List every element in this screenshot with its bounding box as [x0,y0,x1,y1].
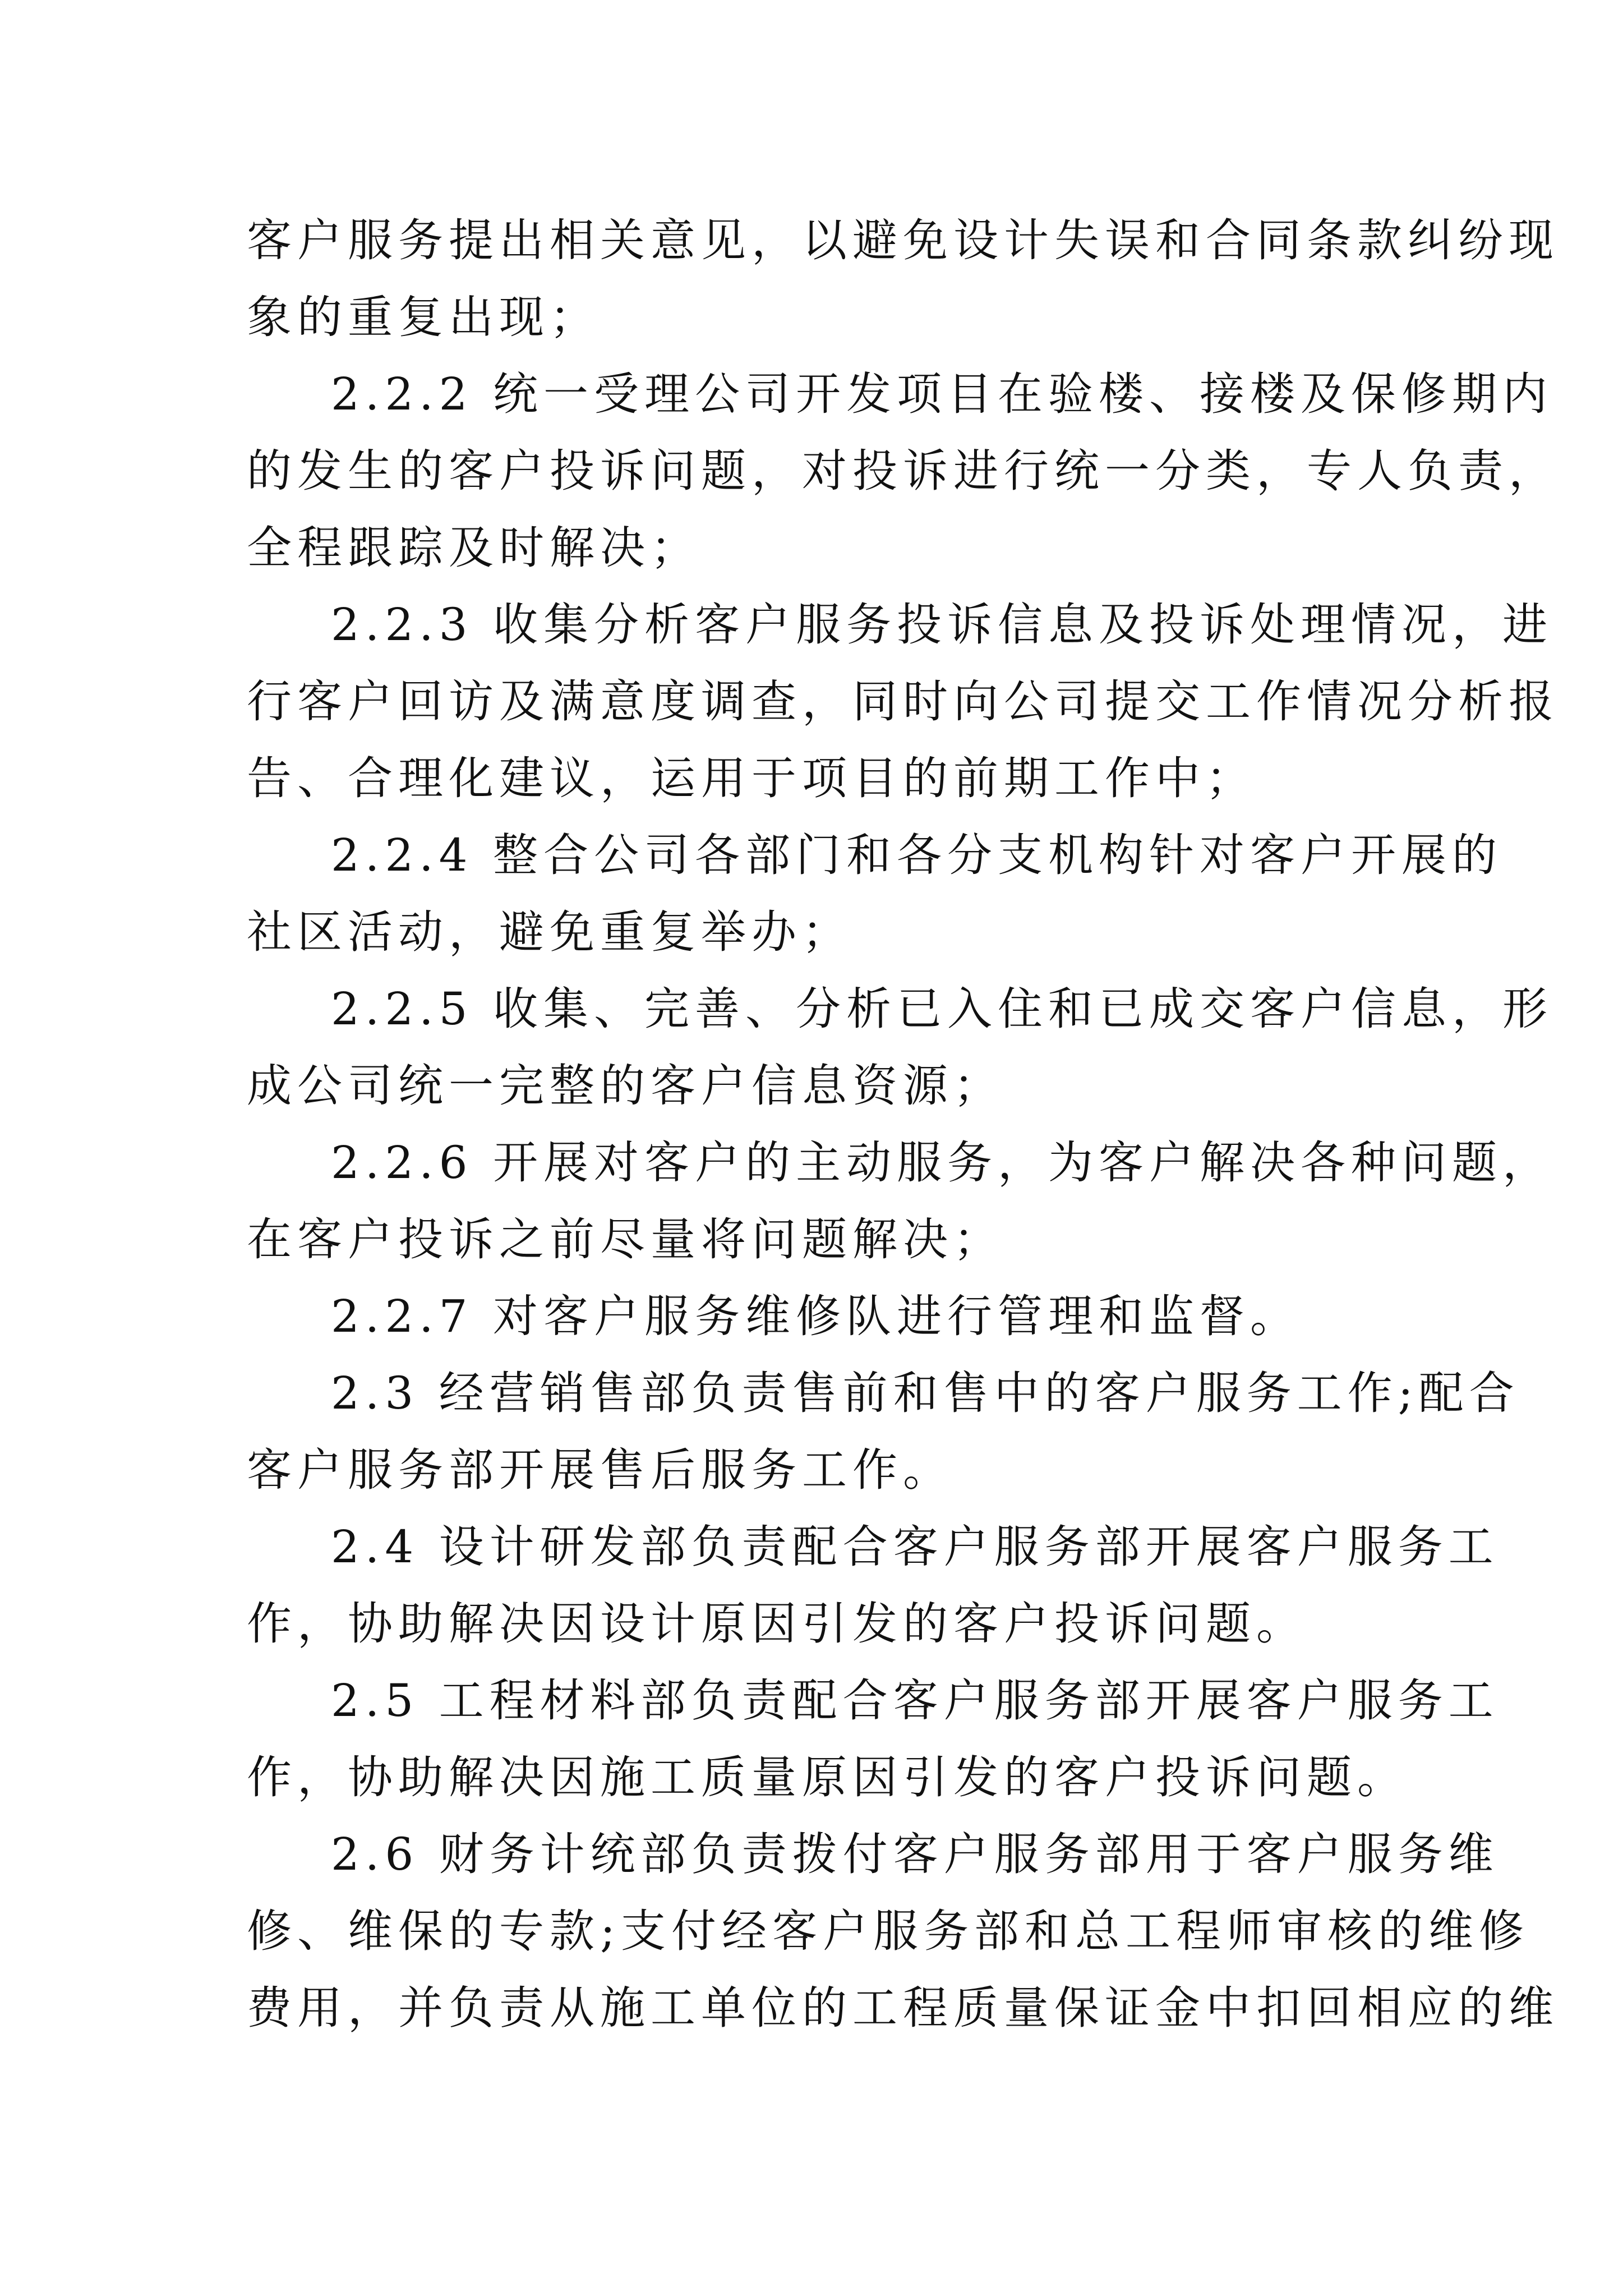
section-2-6-line: 2.6 财务计统部负责拨付客户服务部用于客户服务维 [331,1828,1499,1880]
section-2-2-7-line: 2.2.7 对客户服务维修队进行管理和监督。 [331,1290,1301,1342]
body-text-line: 作，协助解决因施工质量原因引发的客户投诉问题。 [247,1751,1408,1803]
body-text-line: 在客户投诉之前尽量将问题解决； [247,1213,1004,1266]
body-text-line: 告、合理化建议，运用于项目的前期工作中； [247,752,1256,804]
section-2-4-line: 2.4 设计研发部负责配合客户服务部开展客户服务工 [331,1521,1499,1573]
section-2-2-3-line: 2.2.3 收集分析客户服务投诉信息及投诉处理情况，进 [331,599,1553,651]
section-2-2-5-line: 2.2.5 收集、完善、分析已入住和已成交客户信息，形 [331,983,1553,1035]
section-2-2-2-line: 2.2.2 统一受理公司开发项目在验楼、接楼及保修期内 [331,368,1553,420]
section-2-3-line: 2.3 经营销售部负责售前和售中的客户服务工作;配合 [331,1367,1520,1419]
body-text-line: 成公司统一完整的客户信息资源； [247,1060,1004,1112]
body-text-line: 象的重复出现； [247,291,600,343]
document-body [247,202,1559,2046]
body-text-line: 费用，并负责从施工单位的工程质量保证金中扣回相应的维 [247,1982,1559,2034]
body-text-line: 社区活动，避免重复举办； [247,906,852,958]
section-2-2-4-line: 2.2.4 整合公司各部门和各分支机构针对客户开展的 [331,829,1502,881]
body-text-line: 行客户回访及满意度调查，同时向公司提交工作情况分析报 [247,675,1559,728]
body-text-line: 修、维保的专款;支付经客户服务部和总工程师审核的维修 [247,1905,1529,1957]
body-text-line: 客户服务部开展售后服务工作。 [247,1444,953,1496]
section-2-5-line: 2.5 工程材料部负责配合客户服务部开展客户服务工 [331,1674,1499,1727]
body-text-line: 作，协助解决因设计原因引发的客户投诉问题。 [247,1598,1307,1650]
body-text-line: 全程跟踪及时解决； [247,522,701,574]
section-2-2-6-line: 2.2.6 开展对客户的主动服务，为客户解决各种问题， [331,1137,1553,1189]
body-text-line: 客户服务提出相关意见，以避免设计失误和合同条款纠纷现 [247,214,1559,266]
body-text-line: 的发生的客户投诉问题，对投诉进行统一分类，专人负责， [247,445,1559,497]
